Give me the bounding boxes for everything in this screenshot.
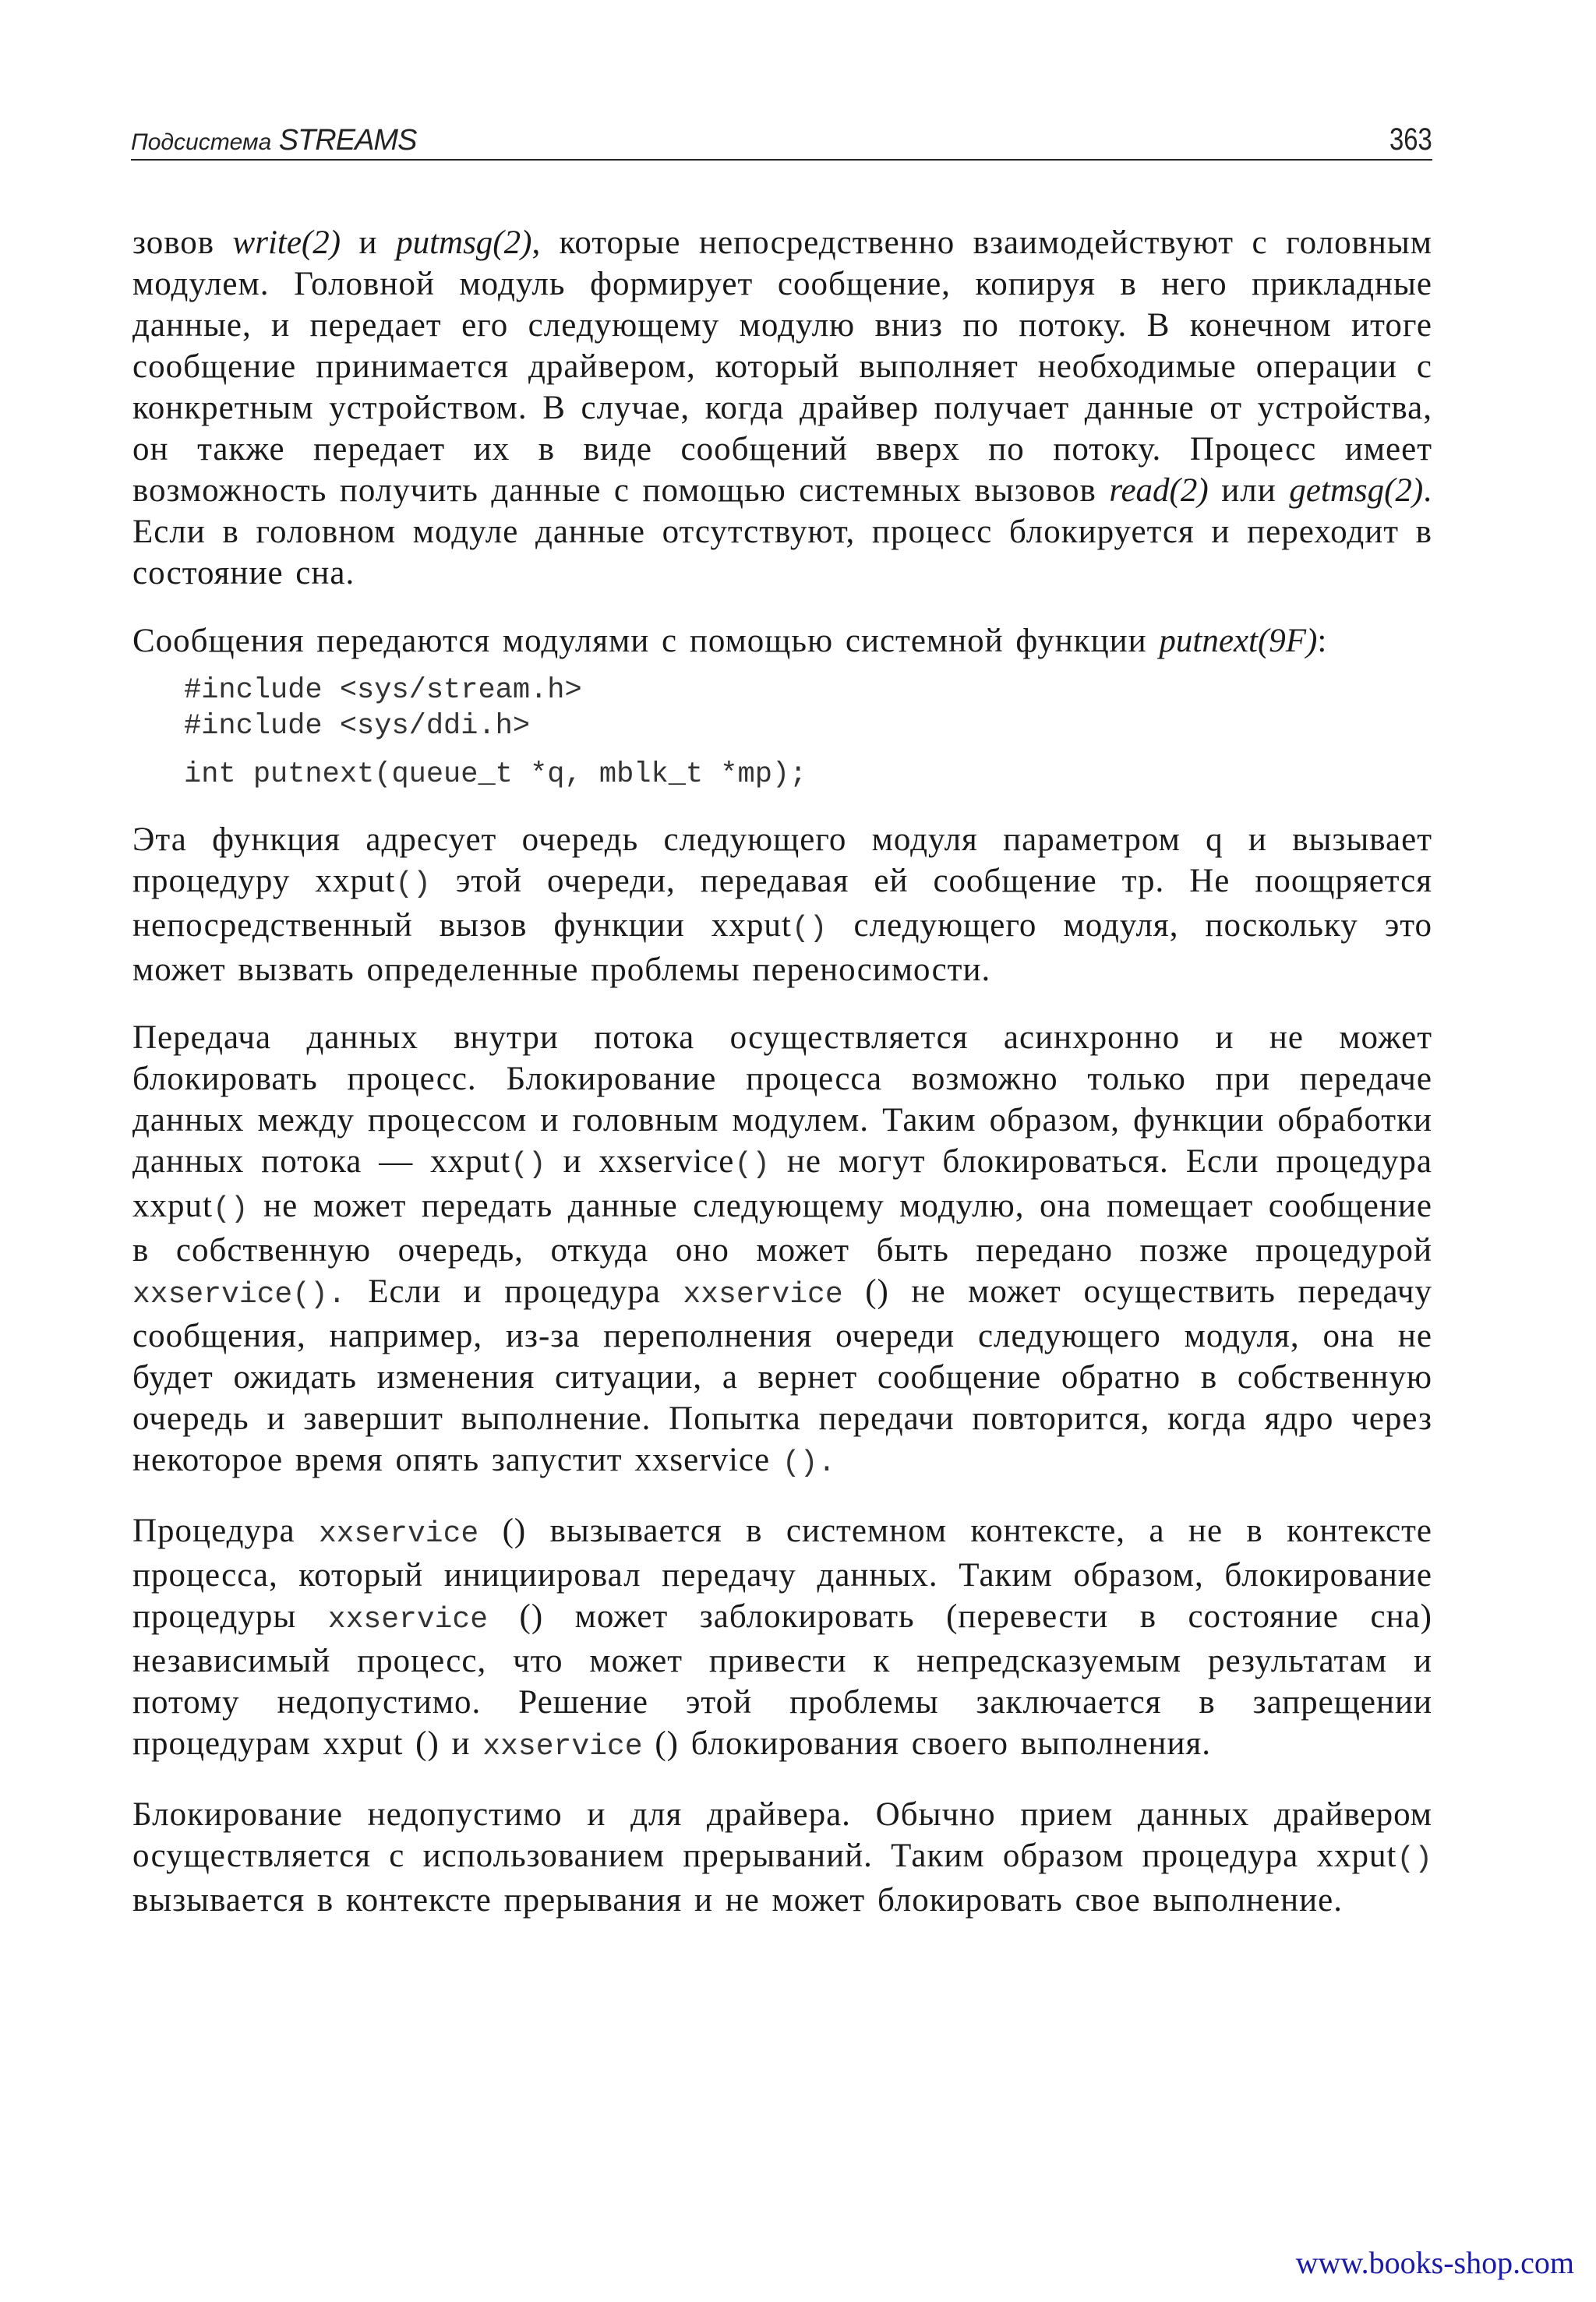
paragraph-2: [132, 620, 1432, 662]
inline-code: xxservice: [327, 1603, 489, 1636]
text: () блокирования своего выполнения.: [642, 1725, 1212, 1762]
inline-code: (): [1396, 1842, 1432, 1876]
emphasis: write(2): [232, 224, 341, 261]
code-line: #include <sys/stream.h>: [184, 674, 582, 707]
page-body: [132, 222, 1432, 1947]
text: этой очереди, передавая ей сообщение тр. Не поощряется непосредственный вызов функции xxput: [132, 863, 1432, 944]
text: не может передать данные следующему модулю, она помещает сообщение в собственную очередь, откуда оно может быть передано позже процедурой: [132, 1188, 1432, 1269]
running-header: [131, 123, 1432, 161]
code-listing: [184, 673, 1432, 793]
inline-code: xxservice: [482, 1730, 643, 1764]
text: , которые непосредственно взаимодействуют с головным модулем. Головной модуль формирует сообщение, копируя в него прикладные данные, и передает его следующему модулю вниз по потоку. В конечном итоге сообщение принимается драйвером, который выполняет необходимые операции с конкретным устройством. В случае, когда драйвер получает данные от устройства, он также передает их в виде сообщений вверх по потоку. Процесс имеет возможность получить данные с помощью системных вызовов: [132, 224, 1432, 509]
text: следующего модуля, поскольку это может вызвать определенные проблемы переносимости.: [132, 907, 1432, 988]
text: Эта функция адресует очередь следующего модуля параметром q и вызывает процедуру xxput: [132, 821, 1432, 899]
inline-code: (): [791, 912, 828, 945]
emphasis: putnext(9F): [1159, 623, 1318, 659]
running-title-part2: STREAMS: [278, 124, 417, 157]
text: и: [341, 224, 397, 261]
emphasis: read(2): [1109, 472, 1209, 509]
text: () вызывается в системном контексте, а не в контексте процесса, который инициировал передачу данных. Таким образом, блокирование процедуры: [132, 1513, 1432, 1635]
code-gap: [184, 744, 1432, 757]
paragraph-4: [132, 1017, 1432, 1484]
text: не могут блокироваться. Если процедура xxput: [132, 1143, 1432, 1224]
footer-watermark-url: www.books-shop.com: [1295, 2245, 1574, 2280]
inline-code: (): [510, 1148, 546, 1181]
inline-code: (): [734, 1148, 770, 1181]
text: и xxservice: [546, 1143, 735, 1180]
inline-code: ().: [782, 1446, 836, 1480]
text: Процедура: [132, 1513, 319, 1549]
text: . Если в головном модуле данные отсутствуют, процесс блокируется и переходит в состояние сна.: [132, 472, 1432, 591]
inline-code: xxservice().: [132, 1278, 346, 1312]
inline-code: (): [212, 1192, 249, 1226]
text: () не может осуществить передачу сообщения, например, из-за переполнения очереди следующего модуля, она не будет ожидать изменения ситуации, а вернет сообщение обратно в собственную очередь и завершит выполнение. Попытка передачи повторится, когда ядро через некоторое время опять запустит xxservice: [132, 1273, 1432, 1478]
inline-code: xxservice: [318, 1517, 479, 1551]
running-title-part1: Подсистема: [131, 129, 272, 155]
paragraph-3: [132, 819, 1432, 990]
code-line: #include <sys/ddi.h>: [184, 710, 531, 743]
emphasis: getmsg(2): [1289, 472, 1424, 509]
text: :: [1317, 623, 1328, 659]
paragraph-5: [132, 1510, 1432, 1767]
text: вызывается в контексте прерывания и не может блокировать свое выполнение.: [132, 1882, 1344, 1919]
text: зовов: [132, 224, 233, 261]
text: Передача данных внутри потока осуществляется асинхронно и не может блокировать процесс. Блокирование процесса возможно только при передаче данных между процессом и головным модулем. Таким образом, функции обработки данных потока — xxput: [132, 1019, 1432, 1180]
text: или: [1208, 472, 1290, 509]
emphasis: putmsg(2): [396, 224, 532, 261]
code-line: int putnext(queue_t *q, mblk_t *mp);: [184, 758, 807, 791]
inline-code: (): [395, 867, 431, 901]
paragraph-6: [132, 1794, 1432, 1921]
text: Если и процедура: [345, 1273, 683, 1310]
text: () может заблокировать (перевести в состояние сна) независимый процесс, что может привести к непредсказуемым результатам и потому недопустимо. Решение этой проблемы заключается в запрещении процедурам xxput () и: [132, 1598, 1432, 1762]
page-number: 363: [1389, 122, 1432, 157]
text: Блокирование недопустимо и для драйвера. Обычно прием данных драйвером осуществляется с использованием прерываний. Таким образом процедура xxput: [132, 1796, 1432, 1874]
text: Сообщения передаются модулями с помощью системной функции: [132, 623, 1160, 659]
paragraph-1: [132, 222, 1432, 594]
running-title: [131, 124, 416, 157]
inline-code: xxservice: [683, 1278, 843, 1312]
